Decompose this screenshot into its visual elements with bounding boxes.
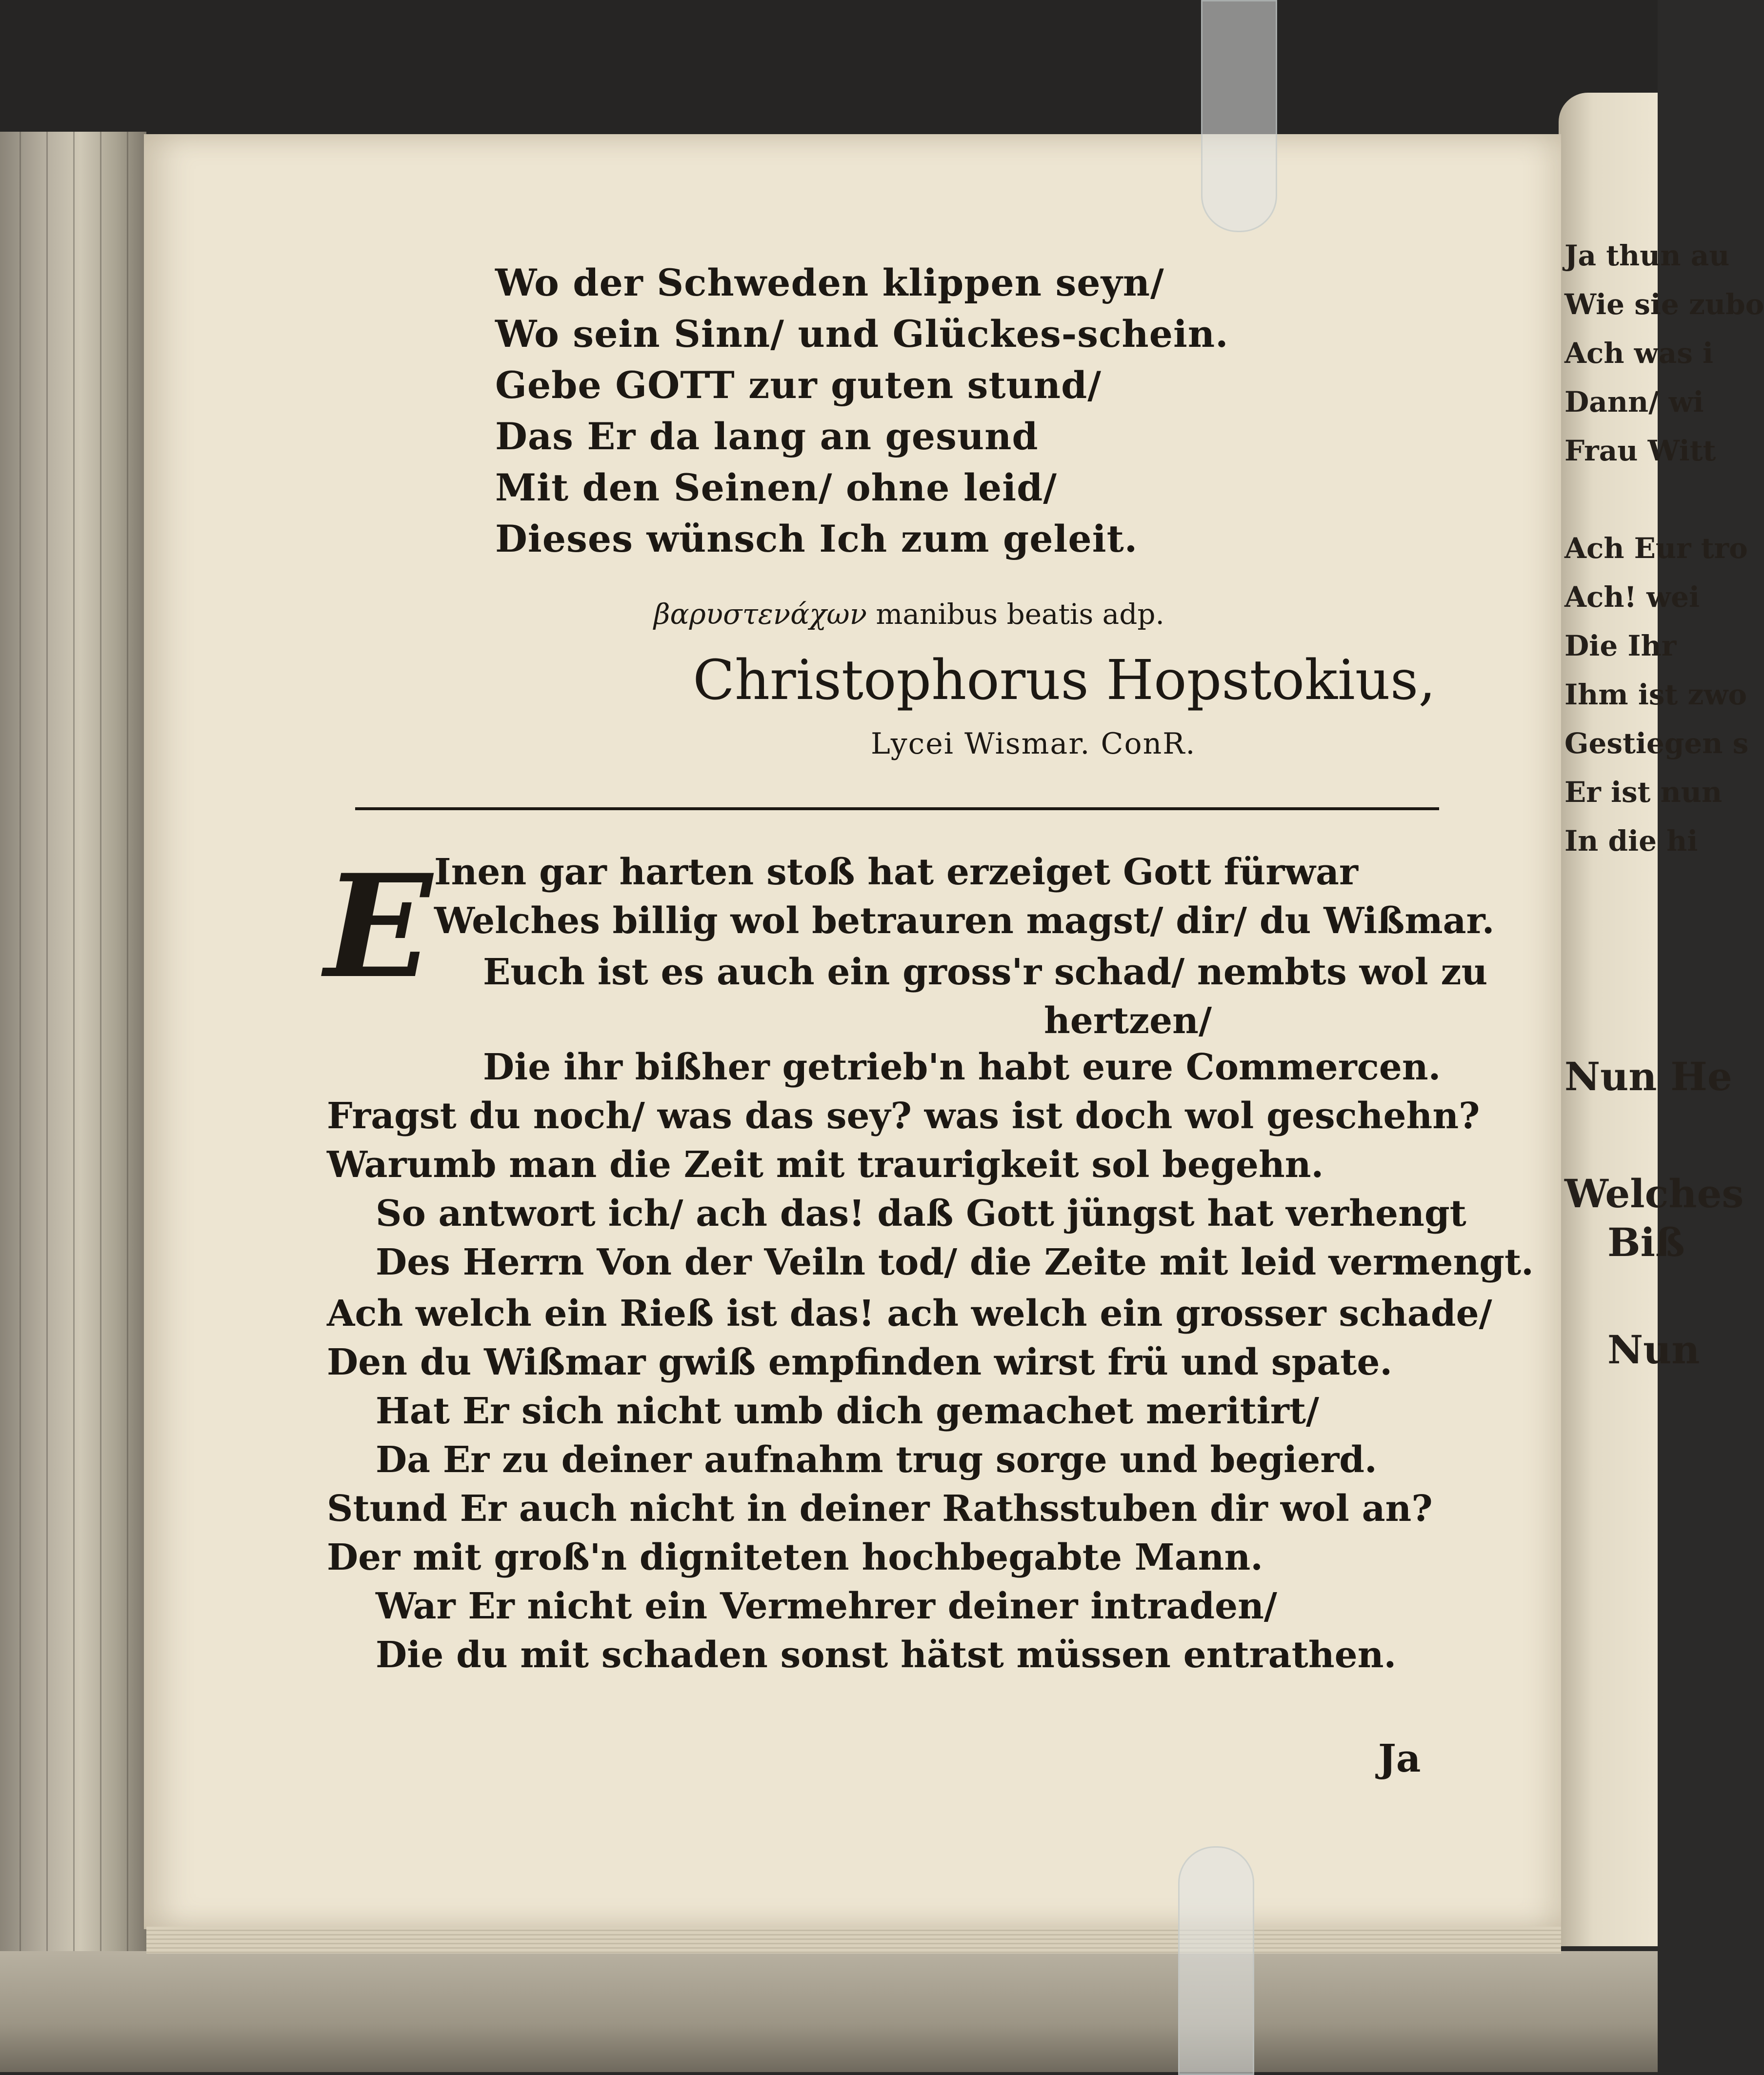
facing-page-line: Ach Eur tro <box>1564 532 1748 565</box>
poem-line: Wo der Schweden klippen seyn/ <box>495 261 1164 304</box>
facing-page-line: Ach was i <box>1564 337 1714 370</box>
book-left-edge <box>0 132 146 2072</box>
author-affiliation: Lycei Wismar. ConR. <box>871 727 1196 761</box>
poem-line: Fragst du noch/ was das sey? was ist doch wol geschehn? <box>327 1095 1480 1137</box>
poem-line: Wo sein Sinn/ und Glückes-schein. <box>495 312 1229 356</box>
catchword: Ja <box>1378 1736 1421 1781</box>
drop-cap: E <box>324 844 433 1010</box>
facing-page-line: Biß <box>1607 1219 1685 1265</box>
author-name: Christophorus Hopstokius, <box>693 649 1436 712</box>
poem-line: Stund Er auch nicht in deiner Rathsstuben dir wol an? <box>327 1488 1433 1530</box>
facing-page-line: Er ist nun <box>1564 776 1723 809</box>
dedication-line <box>654 598 1164 631</box>
facing-page-line: In die hi <box>1564 824 1698 858</box>
facing-page-line: Ihm ist zwo <box>1564 678 1747 711</box>
poem-line: Warumb man die Zeit mit traurigkeit sol begehn. <box>327 1144 1324 1186</box>
facing-page-line: Ja thun au <box>1564 239 1730 272</box>
facing-page-line: Dann/ wi <box>1564 385 1704 419</box>
page-clip-top <box>1201 0 1277 232</box>
poem-line: Mit den Seinen/ ohne leid/ <box>495 466 1057 509</box>
poem-line: Welches billig wol betrauren magst/ dir/ du Wißmar. <box>434 900 1495 942</box>
facing-page <box>1559 93 1764 1946</box>
poem-line: Dieses wünsch Ich zum geleit. <box>495 517 1138 560</box>
background <box>0 0 1658 139</box>
poem-line: So antwort ich/ ach das! daß Gott jüngst hat verhengt <box>376 1193 1466 1235</box>
facing-page-line: Die Ihr <box>1564 629 1677 662</box>
poem-line: Das Er da lang an gesund <box>495 415 1039 458</box>
facing-page-line: Gestiegen s <box>1564 727 1749 760</box>
poem-line: Da Er zu deiner aufnahm trug sorge und begierd. <box>376 1439 1377 1481</box>
poem-line: Inen gar harten stoß hat erzeiget Gott fürwar <box>434 851 1358 893</box>
facing-page-line: Ach! wei <box>1564 580 1700 614</box>
poem-line: War Er nicht ein Vermehrer deiner intraden/ <box>376 1585 1277 1627</box>
book-bottom-edge <box>0 1951 1658 2072</box>
facing-page-line: Frau Witt <box>1564 434 1716 467</box>
poem-line: Der mit groß'n digniteten hochbegabte Mann. <box>327 1536 1263 1578</box>
facing-page-line: Nun He <box>1564 1054 1732 1099</box>
poem-line: Des Herrn Von der Veiln tod/ die Zeite mit leid vermengt. <box>376 1241 1534 1283</box>
poem-line: Gebe GOTT zur guten stund/ <box>495 363 1102 407</box>
dedication-latin: manibus beatis adp. <box>876 598 1164 631</box>
poem-line: hertzen/ <box>1044 1000 1212 1042</box>
poem-line: Euch ist es auch ein gross'r schad/ nembts wol zu <box>483 951 1488 993</box>
facing-page-line: Nun <box>1607 1327 1700 1373</box>
page-clip-bottom <box>1178 1846 1254 2075</box>
poem-line: Den du Wißmar gwiß empfinden wirst frü und spate. <box>327 1341 1393 1383</box>
facing-page-line: Welches <box>1564 1171 1744 1217</box>
section-divider <box>355 807 1439 810</box>
poem-line: Hat Er sich nicht umb dich gemachet meritirt/ <box>376 1390 1320 1432</box>
dedication-greek: βαρυστενάχων <box>654 598 867 631</box>
page-block-edge <box>146 1927 1561 1954</box>
poem-line: Die du mit schaden sonst hätst müssen entrathen. <box>376 1634 1397 1676</box>
facing-page-line: Wie sie zubo <box>1564 288 1764 321</box>
poem-line: Ach welch ein Rieß ist das! ach welch ein grosser schade/ <box>327 1293 1492 1335</box>
poem-line: Die ihr bißher getrieb'n habt eure Commercen. <box>483 1046 1441 1088</box>
